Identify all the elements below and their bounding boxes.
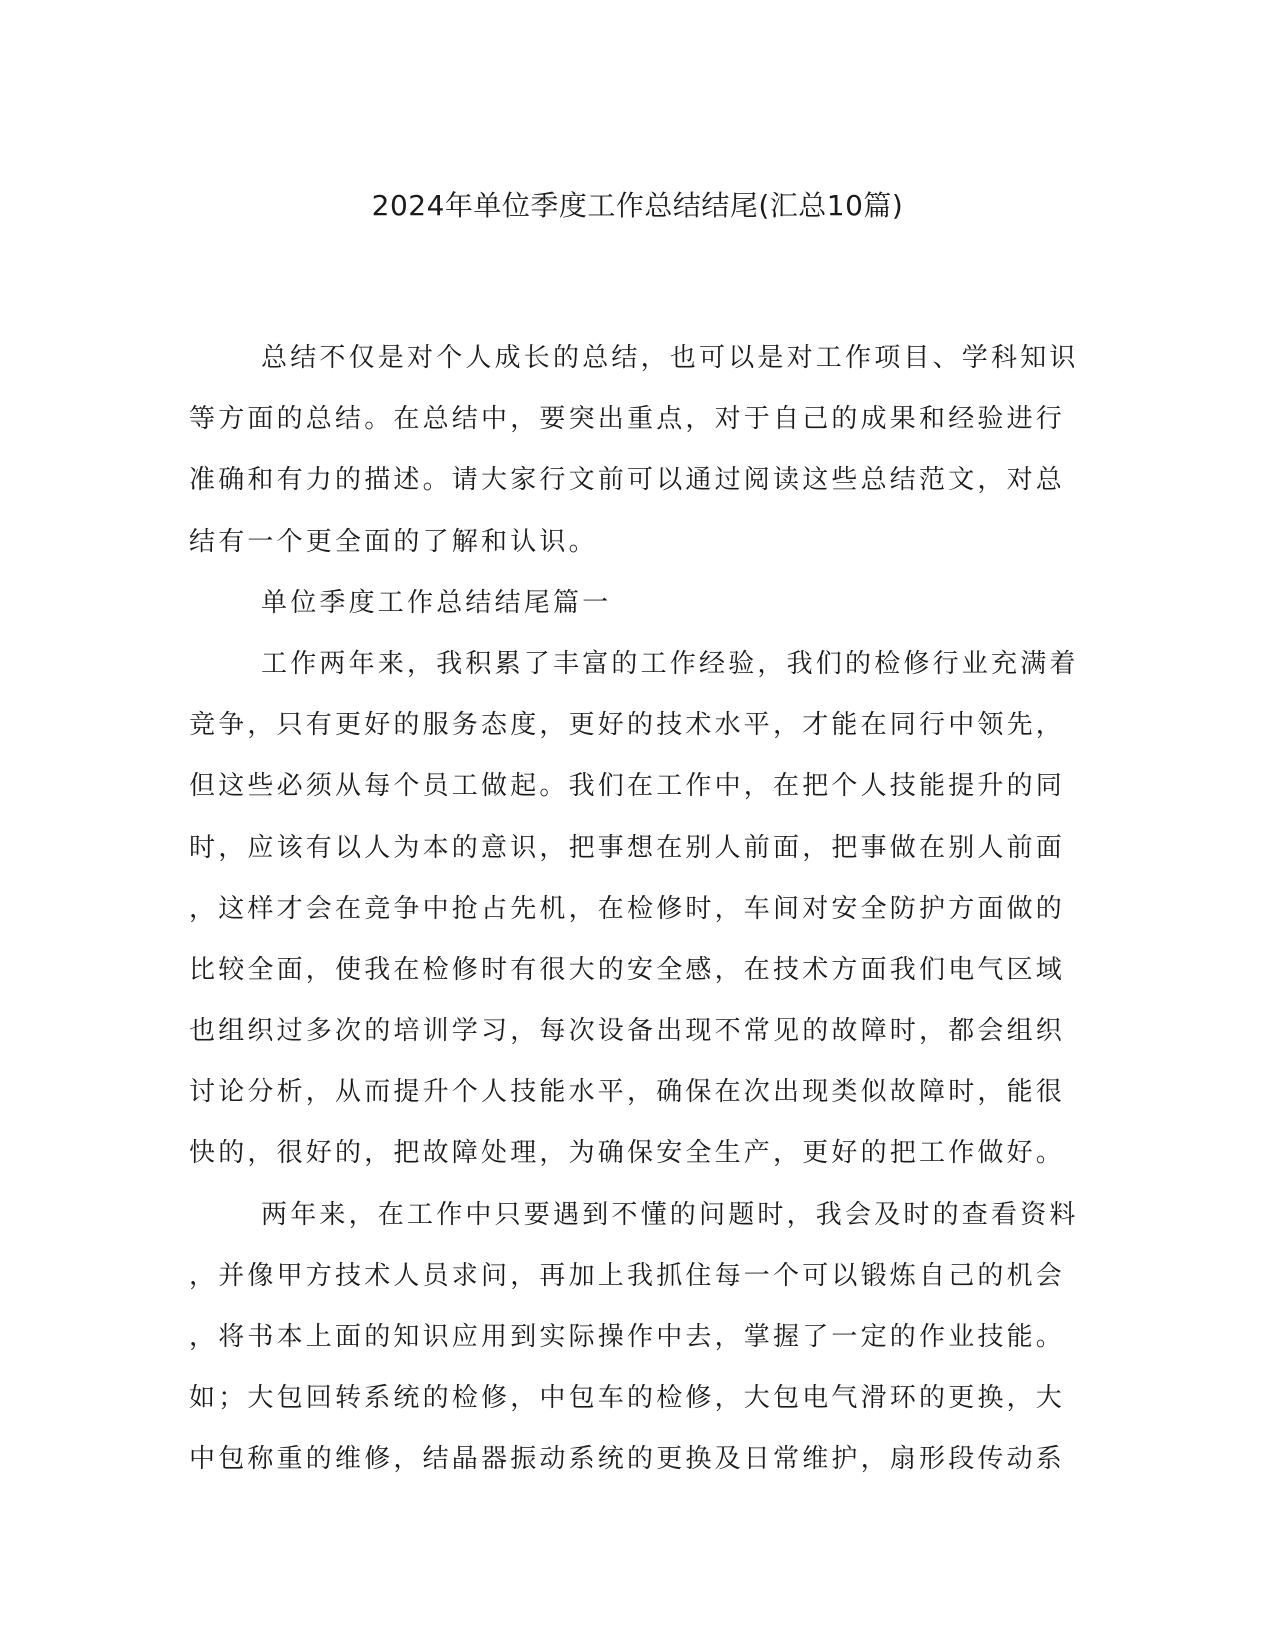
body-paragraph-2 — [189, 1185, 1084, 1491]
text-line: 快的，很好的，把故障处理，为确保安全生产，更好的把工作做好。 — [189, 1138, 1066, 1169]
text-line: ，并像甲方技术人员求问，再加上我抓住每一个可以锻炼自己的机会 — [189, 1260, 1066, 1291]
body-paragraph-1 — [189, 634, 1084, 1185]
text-line: 也组织过多次的培训学习，每次设备出现不常见的故障时，都会组织 — [189, 1016, 1066, 1047]
text-line: 中包称重的维修，结晶器振动系统的更换及日常维护，扇形段传动系 — [189, 1444, 1066, 1475]
text-line: 等方面的总结。在总结中，要突出重点，对于自己的成果和经验进行 — [189, 404, 1066, 435]
text-line: 总结不仅是对个人成长的总结，也可以是对工作项目、学科知识 — [261, 343, 1079, 373]
text-line: 比较全面，使我在检修时有很大的安全感，在技术方面我们电气区域 — [189, 954, 1066, 985]
intro-paragraph — [189, 328, 1084, 573]
text-line: ，这样才会在竞争中抢占先机，在检修时，车间对安全防护方面做的 — [189, 893, 1066, 924]
text-line: 工作两年来，我积累了丰富的工作经验，我们的检修行业充满着 — [261, 648, 1079, 679]
text-line: 但这些必须从每个员工做起。我们在工作中，在把个人技能提升的同 — [189, 771, 1066, 802]
text-line: 两年来，在工作中只要遇到不懂的问题时，我会及时的查看资料 — [261, 1199, 1079, 1230]
text-line: 竞争，只有更好的服务态度，更好的技术水平，才能在同行中领先， — [189, 710, 1066, 741]
text-line: 时，应该有以人为本的意识，把事想在别人前面，把事做在别人前面 — [189, 832, 1066, 863]
text-line: 准确和有力的描述。请大家行文前可以通过阅读这些总结范文，对总 — [189, 465, 1066, 496]
section-heading — [189, 573, 1084, 634]
text-line: 讨论分析，从而提升个人技能水平，确保在次出现类似故障时，能很 — [189, 1077, 1066, 1108]
text-line: 如；大包回转系统的检修，中包车的检修，大包电气滑环的更换，大 — [189, 1383, 1066, 1414]
text-line: ，将书本上面的知识应用到实际操作中去，掌握了一定的作业技能。 — [189, 1322, 1066, 1352]
text-line: 单位季度工作总结结尾篇一 — [261, 587, 612, 618]
text-line: 结有一个更全面的了解和认识。 — [189, 526, 598, 557]
document-body — [189, 328, 1084, 1491]
document-title: 2024年单位季度工作总结结尾(汇总10篇) — [371, 189, 904, 222]
